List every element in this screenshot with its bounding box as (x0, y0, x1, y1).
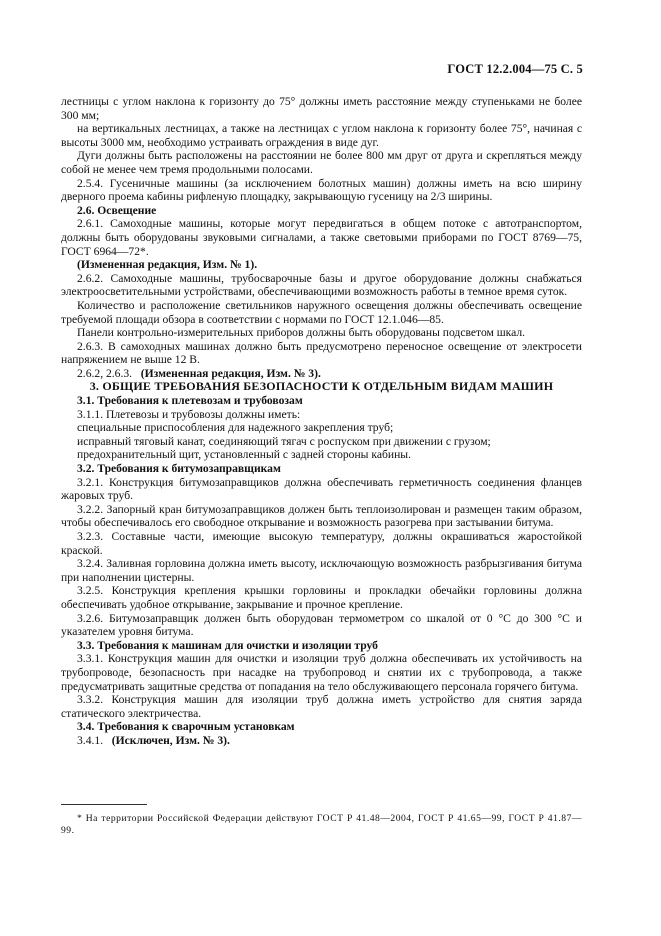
paragraph: на вертикальных лестницах, а также на лестницах с углом наклона к горизонту более 75°, начиная с высоты 3000 мм, необходимо устраивать ограждения в виде дуг. (61, 122, 582, 149)
paragraph: 3.2.3. Составные части, имеющие высокую температуру, должны окрашиваться жаростойкой краской. (61, 530, 582, 557)
paragraph: 3.3.1. Конструкция машин для очистки и изоляции труб должна обеспечивать их устойчивость на трубопроводе, безопасность при насадке на трубопровод и снятии их с трубопровода, а также предусматривать защитные средства от попадания на тело обслуживающего персонала горячего битума. (61, 652, 582, 693)
footnote (61, 813, 582, 837)
paragraph: 3.3.2. Конструкция машин для изоляции труб должна иметь устройство для снятия заряда статического электричества. (61, 693, 582, 720)
paragraph: Панели контрольно-измерительных приборов должны быть оборудованы подсветом шкал. (77, 326, 526, 340)
paragraph: предохранительный щит, установленный с задней стороны кабины. (77, 448, 411, 462)
paragraph: 2.6.1. Самоходные машины, которые могут передвигаться в общем потоке с автотранспортом, должны быть оборудованы звуковыми сигналами, а также световыми приборами по ГОСТ 8769—75, ГОСТ 6964—72*. (61, 217, 582, 258)
amendment-text: (Исключен, Изм. № 3). (111, 733, 230, 747)
page-header: ГОСТ 12.2.004—75 С. 5 (447, 62, 583, 76)
paragraph: 2.6.2. Самоходные машины, трубосварочные базы и другое оборудование должны снабжаться электроосветительными устройствами, обеспечивающими возможность работы в темное время суток. (61, 271, 582, 299)
paragraph: исправный тяговый канат, соединяющий тягач с роспуском при движении с грузом; (77, 434, 491, 448)
paragraph: лестницы с углом наклона к горизонту до 75° должны иметь расстояние между ступеньками не более 300 мм; (61, 95, 582, 122)
amendment-text: (Измененная редакция, Изм. № 3). (140, 366, 321, 380)
footnote-text: * На территории Российской Федерации действуют ГОСТ Р 41.48—2004, ГОСТ Р 41.65—99, ГОСТ Р 41.87—99. (61, 813, 582, 836)
paragraph: Количество и расположение светильников наружного освещения должны обеспечивать освещение требуемой площади обзора в соответствии с нормами по ГОСТ 12.1.046—85. (61, 298, 582, 326)
paragraph: 3.2.5. Конструкция крепления крышки горловины и прокладки обечайки горловины должна обеспечивать удобное открывание, закрывание и прочное крепление. (61, 584, 582, 611)
paragraph: 2.6.3. В самоходных машинах должно быть предусмотрено переносное освещение от электросети напряжением не выше 12 В. (61, 339, 582, 367)
paragraph: 3.1.1. Плетевозы и трубовозы должны иметь: (77, 407, 301, 421)
clause-number: 3.4.1. (77, 733, 112, 747)
clause-number: 2.6.2, 2.6.3. (77, 366, 141, 380)
subsection-heading: 3.1. Требования к плетевозам и трубовозам (77, 394, 303, 408)
paragraph: 2.5.4. Гусеничные машины (за исключением болотных машин) должны иметь на всю ширину дверного проема кабины рифленую площадку, закрывающую гусеницу на 2/3 ширины. (61, 176, 582, 204)
amendment-note (61, 734, 582, 748)
subsection-heading: 3.4. Требования к сварочным установкам (77, 720, 295, 734)
paragraph: 3.2.2. Запорный кран битумозаправщиков должен быть теплоизолирован и размещен таким образом, чтобы обеспечивалось его свободное открывание и возможность разогрева при застывании битума. (61, 502, 582, 530)
subsection-heading: (Измененная редакция, Изм. № 1). (77, 258, 258, 272)
paragraph: 3.2.6. Битумозаправщик должен быть оборудован термометром со шкалой от 0 °С до 300 °С и указателем уровня битума. (61, 611, 582, 639)
paragraph: 3.2.4. Заливная горловина должна иметь высоту, исключающую возможность разбрызгивания битума при наполнении цистерны. (61, 557, 582, 584)
amendment-note (61, 367, 582, 381)
document-body (61, 95, 582, 748)
paragraph: специальные приспособления для надежного закрепления труб; (77, 421, 394, 435)
paragraph: Дуги должны быть расположены на расстоянии не более 800 мм друг от друга и скрепляться между собой не менее чем тремя продольными полосами. (61, 149, 582, 176)
subsection-heading: 3.2. Требования к битумозаправщикам (77, 462, 281, 476)
subsection-heading: 3.3. Требования к машинам для очистки и изоляции труб (77, 638, 378, 652)
subsection-heading: 2.6. Освещение (77, 203, 157, 217)
footnote-divider (61, 804, 147, 805)
paragraph: 3.2.1. Конструкция битумозаправщиков должна обеспечивать герметичность соединения фланцев жаровых труб. (61, 475, 582, 503)
section-heading: 3. ОБЩИЕ ТРЕБОВАНИЯ БЕЗОПАСНОСТИ К ОТДЕЛЬНЫМ ВИДАМ МАШИН (89, 379, 554, 394)
